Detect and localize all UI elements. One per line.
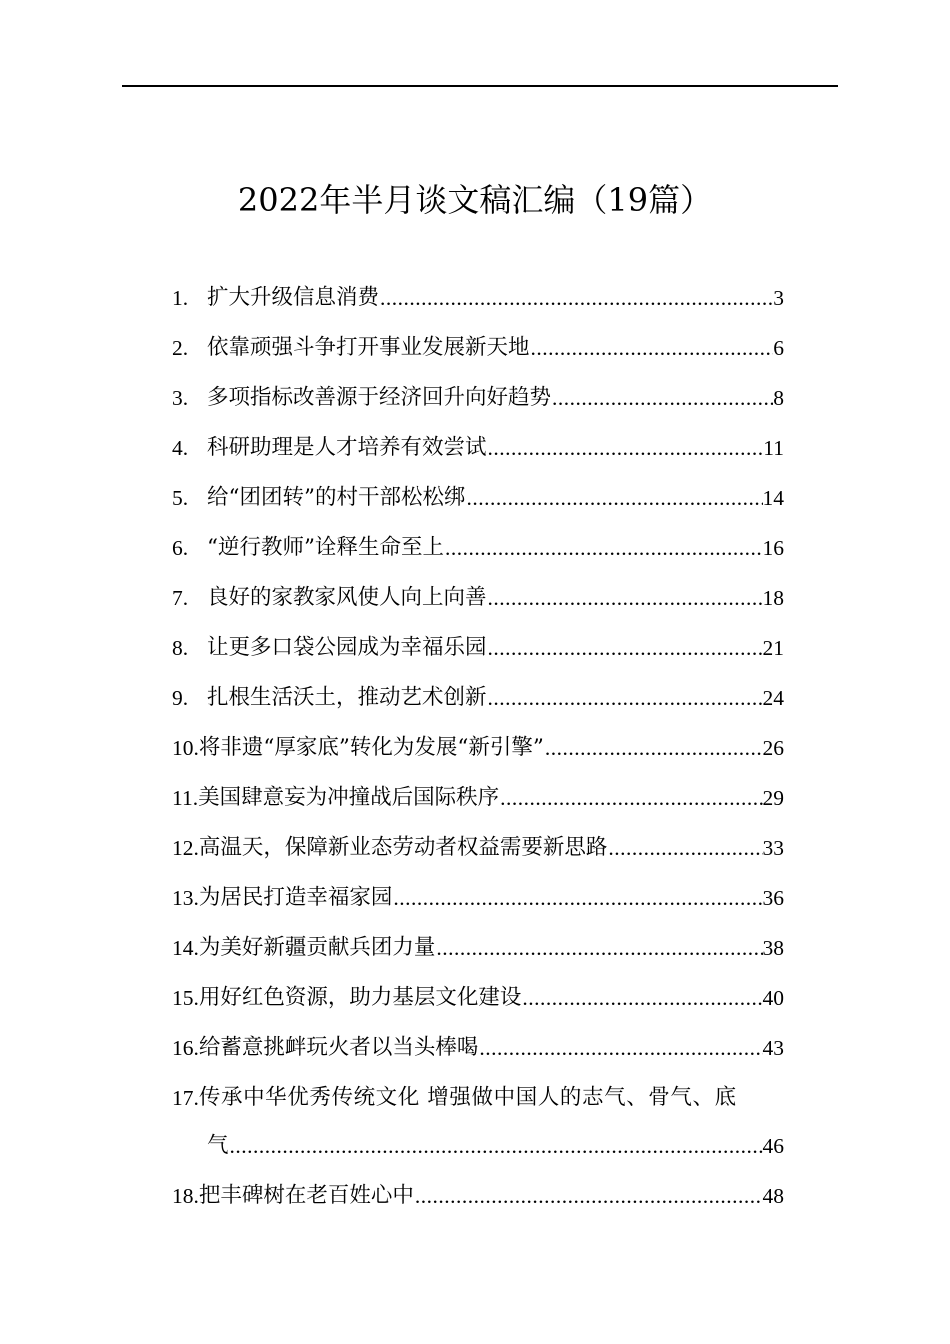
toc-entry-number: 9. — [172, 686, 189, 710]
toc-entry-page: 3 — [773, 286, 784, 310]
toc-entry-page: 48 — [762, 1184, 784, 1208]
toc-entry-number: 7. — [172, 586, 189, 610]
toc-leader-dots — [607, 828, 762, 868]
toc-entry[interactable] — [172, 978, 784, 1018]
toc-entry-number: 3. — [172, 386, 189, 410]
toc-leader-dots — [499, 778, 762, 818]
toc-entry[interactable] — [172, 1028, 784, 1068]
toc-entry-page: 18 — [762, 586, 784, 610]
toc-leader-dots — [414, 1176, 763, 1216]
toc-leader-dots — [551, 378, 773, 418]
toc-leader-dots — [487, 428, 764, 468]
toc-entry[interactable] — [172, 528, 784, 568]
toc-entry-page: 40 — [762, 986, 784, 1010]
toc-leader-dots — [465, 478, 762, 518]
toc-entry[interactable] — [172, 278, 784, 318]
toc-entry-number: 5. — [172, 486, 189, 510]
toc-entry-number: 10. — [172, 736, 199, 760]
toc-entry[interactable] — [172, 578, 784, 618]
toc-entry[interactable] — [172, 328, 784, 368]
toc-leader-dots — [487, 628, 763, 668]
toc-entry-number: 18. — [172, 1184, 199, 1208]
toc-entry-number: 1. — [172, 286, 189, 310]
toc-entry[interactable] — [172, 428, 784, 468]
toc-entry-title: 将非遗“厚家底”转化为发展“新引擎” — [198, 735, 544, 760]
toc-entry-number: 17. — [172, 1086, 199, 1110]
toc-leader-dots — [478, 1028, 762, 1068]
toc-leader-dots — [379, 278, 773, 318]
toc-leader-dots — [444, 528, 763, 568]
toc-entry-page: 46 — [762, 1134, 784, 1158]
toc-entry[interactable] — [172, 778, 784, 818]
toc-entry[interactable] — [172, 828, 784, 868]
toc-entry-number: 14. — [172, 936, 199, 960]
toc-entry[interactable] — [172, 728, 784, 768]
toc-entry-number: 4. — [172, 436, 189, 460]
toc-entry-page: 8 — [773, 386, 784, 410]
toc-entry[interactable] — [172, 628, 784, 668]
toc-entry-number: 6. — [172, 536, 189, 560]
toc-entry-page: 29 — [762, 786, 784, 810]
toc-entry-title: 依靠顽强斗争打开事业发展新天地 — [207, 335, 530, 360]
toc-entry-page: 21 — [762, 636, 784, 660]
toc-entry-title: 多项指标改善源于经济回升向好趋势 — [207, 385, 552, 410]
toc-entry-title: 给蓄意挑衅玩火者以当头棒喝 — [198, 1035, 479, 1060]
toc-entry-title: 用好红色资源，助力基层文化建设 — [198, 985, 522, 1010]
toc-entry-title: 良好的家教家风使人向上向善 — [207, 585, 487, 610]
toc-entry-page: 16 — [762, 536, 784, 560]
toc-entry-title: 扎根生活沃土，推动艺术创新 — [207, 685, 487, 710]
toc-entry-title: 传承中华优秀传统文化 增强做中国人的志气、骨气、底 — [198, 1085, 737, 1110]
toc-entry[interactable] — [172, 678, 784, 718]
toc-entry-number: 8. — [172, 636, 189, 660]
toc-leader-dots — [435, 928, 762, 968]
toc-entry-page: 24 — [762, 686, 784, 710]
toc-entry[interactable] — [172, 378, 784, 418]
toc-entry-number: 2. — [172, 336, 189, 360]
toc-entry[interactable] — [172, 478, 784, 518]
toc-entry-number: 13. — [172, 886, 199, 910]
toc-entry-title: 高温天，保障新业态劳动者权益需要新思路 — [198, 835, 608, 860]
toc-entry[interactable] — [172, 878, 784, 918]
toc-entry-page: 14 — [762, 486, 784, 510]
header-rule — [122, 85, 838, 87]
toc-entry-title: 让更多口袋公园成为幸福乐园 — [207, 635, 487, 660]
toc-leader-dots — [530, 328, 774, 368]
toc-entry-page: 38 — [762, 936, 784, 960]
toc-leader-dots — [229, 1126, 763, 1166]
toc-entry-page: 11 — [763, 436, 784, 460]
toc-entry-title: 给“团团转”的村干部松松绑 — [207, 485, 466, 510]
toc-entry-number: 15. — [172, 986, 199, 1010]
toc-entry-title: 把丰碑树在老百姓心中 — [198, 1183, 414, 1208]
toc-entry-title: 为居民打造幸福家园 — [198, 885, 393, 910]
toc-entry-title-cont: 气 — [207, 1133, 229, 1158]
toc-entry-page: 43 — [762, 1036, 784, 1060]
toc-entry-number: 16. — [172, 1036, 199, 1060]
toc-entry-number: 12. — [172, 836, 199, 860]
toc-entry[interactable] — [172, 1078, 832, 1118]
toc-leader-dots — [392, 878, 762, 918]
toc-entry-page: 26 — [762, 736, 784, 760]
toc-entry-title: 美国肆意妄为冲撞战后国际秩序 — [198, 785, 500, 810]
toc-leader-dots — [487, 578, 763, 618]
toc-entry-title: 扩大升级信息消费 — [207, 285, 380, 310]
toc-entry[interactable] — [172, 1176, 784, 1216]
toc-entry-page: 6 — [773, 336, 784, 360]
toc-leader-dots — [487, 678, 763, 718]
toc-leader-dots — [521, 978, 762, 1018]
toc-entry-title: 为美好新疆贡献兵团力量 — [198, 935, 436, 960]
toc-entry-page: 33 — [762, 836, 784, 860]
toc-entry-continuation[interactable] — [207, 1126, 784, 1166]
toc-entry-title: “逆行教师”诠释生命至上 — [207, 535, 444, 560]
document-title: 2022年半月谈文稿汇编（19篇） — [237, 181, 713, 219]
toc-entry-title: 科研助理是人才培养有效尝试 — [207, 435, 487, 460]
toc-entry-number: 11. — [172, 786, 199, 810]
toc-entry[interactable] — [172, 928, 784, 968]
toc-entry-page: 36 — [762, 886, 784, 910]
toc-leader-dots — [544, 728, 763, 768]
